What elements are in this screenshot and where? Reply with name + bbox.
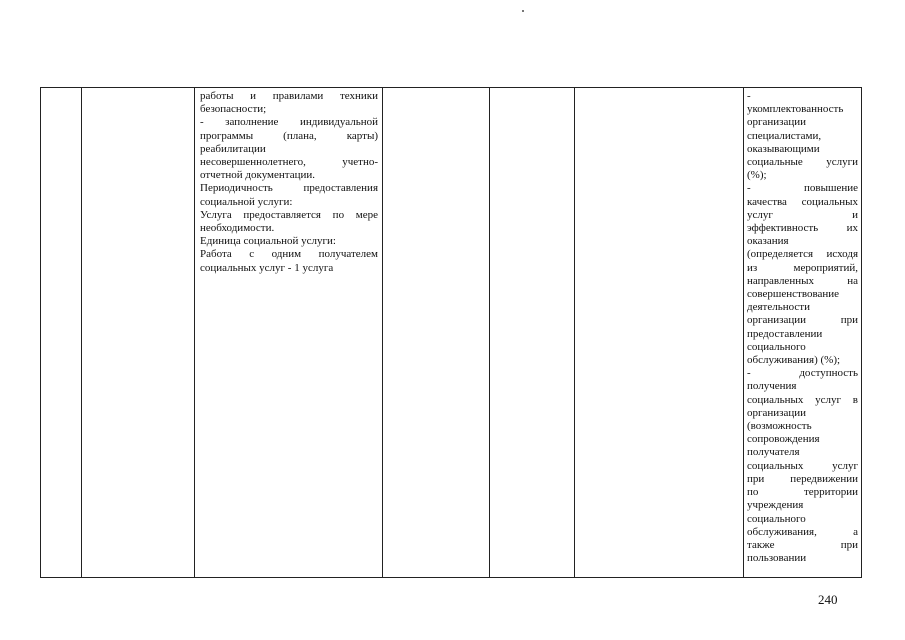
text-line: организации xyxy=(747,406,807,419)
text-line: эффективность их xyxy=(747,222,858,235)
column-divider-5 xyxy=(574,88,575,577)
text-line: из мероприятий, xyxy=(747,261,858,274)
text-line: работы и правилами техники xyxy=(200,90,378,102)
column-divider-1 xyxy=(81,88,82,577)
text-line: (%); xyxy=(747,169,767,182)
text-line: социальных услуг - 1 услуга xyxy=(200,261,334,274)
text-line: отчетной документации. xyxy=(200,169,316,182)
text-line: социального xyxy=(747,340,806,353)
quality-indicators-cell xyxy=(747,90,858,579)
text-line: социального xyxy=(747,512,806,525)
text-line: по территории xyxy=(747,486,858,499)
text-line: совершенствование xyxy=(747,288,840,301)
text-line: предоставлении xyxy=(747,327,823,340)
text-line: организации при xyxy=(747,314,858,327)
text-line: Работа с одним получателем xyxy=(200,248,378,261)
scan-speck xyxy=(522,10,524,12)
text-line: безопасности; xyxy=(200,103,267,116)
text-line: - заполнение индивидуальной xyxy=(200,116,378,129)
text-line: обслуживания, а xyxy=(747,525,858,538)
text-line: необходимости. xyxy=(200,222,275,235)
service-description-cell xyxy=(200,90,378,275)
text-line: социальные услуги xyxy=(747,156,858,169)
text-line: программы (плана, карты) xyxy=(200,129,378,142)
column-divider-2 xyxy=(194,88,195,577)
text-line: услуг и xyxy=(747,208,858,221)
text-line: оказания xyxy=(747,235,789,248)
text-line: сопровождения xyxy=(747,433,820,446)
text-line: направленных на xyxy=(747,274,858,287)
text-line: получателя xyxy=(747,446,800,459)
text-line: Периодичность предоставления xyxy=(200,182,378,195)
table-fragment xyxy=(40,87,862,578)
text-line: оказывающими xyxy=(747,142,820,155)
text-line: деятельности xyxy=(747,301,810,314)
text-line: несовершеннолетнего, учетно- xyxy=(200,156,378,169)
text-line: - повышение xyxy=(747,182,858,195)
text-line: - доступность xyxy=(747,367,858,380)
text-line: укомплектованность xyxy=(747,103,844,116)
text-line: Услуга предоставляется по мере xyxy=(200,208,378,221)
text-line: (возможность xyxy=(747,420,812,433)
text-line: обслуживания) (%); xyxy=(747,354,841,367)
page-number: 240 xyxy=(818,592,838,607)
text-line: - xyxy=(747,90,751,102)
text-line: пользовании xyxy=(747,552,807,565)
column-divider-4 xyxy=(489,88,490,577)
text-line: получения xyxy=(747,380,797,393)
text-line: социальных услуг в xyxy=(747,393,858,406)
text-line: специалистами, xyxy=(747,129,822,142)
column-divider-3 xyxy=(382,88,383,577)
text-line: (определяется исходя xyxy=(747,248,858,261)
text-line: реабилитации xyxy=(200,142,266,155)
text-line: Единица социальной услуги: xyxy=(200,235,336,248)
text-line: также при xyxy=(747,538,858,551)
text-line: качества социальных xyxy=(747,195,858,208)
text-line: социальных услуг xyxy=(747,459,858,472)
text-line: социальной услуги: xyxy=(200,195,293,208)
text-line: организации xyxy=(747,116,807,129)
text-line: учреждения xyxy=(747,499,804,512)
column-divider-6 xyxy=(743,88,744,577)
text-line: при передвижении xyxy=(747,472,858,485)
